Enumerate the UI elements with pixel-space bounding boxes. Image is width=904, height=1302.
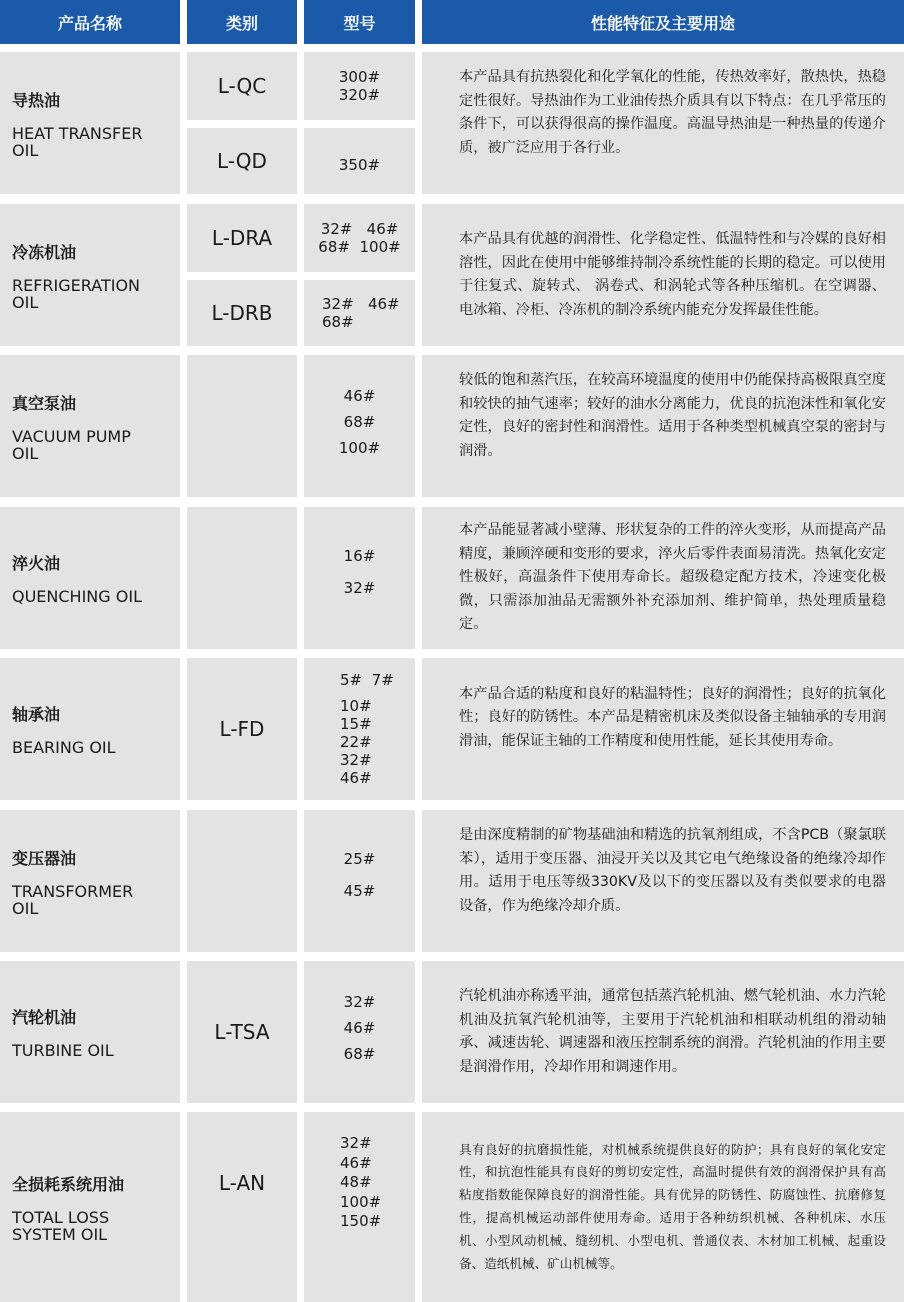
product-name-cn: 变压器油 [12, 848, 77, 868]
category-cell [187, 810, 297, 952]
header-description: 性能特征及主要用途 [422, 0, 904, 44]
category-cell: L-DRB [187, 280, 297, 346]
product-name-en: TRANSFORMER OIL [12, 881, 134, 918]
product-name-cn: 真空泵油 [12, 393, 77, 413]
product-name-en: HEAT TRANSFER OIL [12, 123, 143, 160]
model-item: 320# [338, 86, 381, 104]
product-name-cn: 全损耗系统用油 [12, 1174, 125, 1194]
model-cell [304, 961, 415, 1103]
model-item: 45# [343, 882, 376, 900]
model-item: 350# [338, 156, 381, 174]
model-item: 32# [343, 993, 376, 1011]
category-cell: L-QD [187, 128, 297, 194]
model-cell [304, 355, 415, 497]
model-item: 150# [340, 1212, 382, 1231]
category-cell: L-AN [187, 1112, 297, 1302]
product-name-en: REFRIGERATION OIL [12, 275, 140, 312]
description-cell: 是由深度精制的矿物基础油和精选的抗氧剂组成，不含PCB（聚氯联苯），适用于变压器、油浸开关以及其它电气绝缘设备的绝缘冷却作用。适用于电压等级330KV及以下的变压器以及有类似要求的电器设备，作为绝缘冷却介质。 [422, 810, 904, 952]
model-item: 46# [343, 387, 376, 405]
model-item: 15# [340, 715, 372, 733]
product-name-en: BEARING OIL [12, 738, 116, 757]
model-cell [304, 204, 415, 272]
header-model: 型号 [304, 0, 415, 44]
model-cell [304, 507, 415, 649]
model-item: 46# [340, 769, 372, 787]
product-name-cn: 淬火油 [12, 554, 61, 573]
product-name-cell [0, 204, 180, 346]
model-item: 32# [340, 751, 372, 769]
model-item: 46# [340, 1153, 372, 1172]
product-name-cn: 冷冻机油 [12, 242, 77, 262]
model-item: 100# [340, 1192, 382, 1211]
product-name-cell [0, 810, 180, 952]
category-cell [187, 507, 297, 649]
product-name-en: TURBINE OIL [12, 1041, 114, 1060]
product-name-cell [0, 1112, 180, 1302]
product-name-en: TOTAL LOSS SYSTEM OIL [12, 1207, 110, 1244]
model-item: 16# [343, 547, 376, 565]
model-item: 68# 100# [318, 238, 401, 256]
description-cell: 本产品能显著减小壁薄、形状复杂的工件的淬火变形，从而提高产品精度，兼顾淬硬和变形的要求，淬火后零件表面易清洗。热氧化安定性极好，高温条件下使用寿命长。超级稳定配方技术，冷速变化极微，只需添加油品无需额外补充添加剂、维护简单，热处理质量稳定。 [422, 507, 904, 649]
model-cell [304, 1112, 415, 1302]
description-cell: 本产品合适的粘度和良好的粘温特性；良好的润滑性；良好的抗氧化性；良好的防锈性。本产品是精密机床及类似设备主轴轴承的专用润滑油，能保证主轴的工作精度和使用性能，延长其使用寿命。 [422, 658, 904, 800]
model-item: 300# [338, 68, 381, 86]
model-item: 22# [340, 733, 372, 751]
model-item: 32# 46# [320, 220, 399, 238]
description-cell: 较低的饱和蒸汽压，在较高环境温度的使用中仍能保持高极限真空度和较快的抽气速率；较好的油水分离能力，优良的抗泡沫性和氧化安定性，良好的密封性和润滑性。适用于各种类型机械真空泵的密封与润滑。 [422, 355, 904, 497]
product-name-cn: 轴承油 [12, 705, 61, 724]
product-name-cell [0, 355, 180, 497]
model-item: 68# [343, 413, 376, 431]
model-item: 100# [338, 439, 381, 457]
product-name-en: QUENCHING OIL [12, 587, 142, 606]
model-item: 32# [343, 579, 376, 597]
model-cell [304, 128, 415, 194]
product-name-cell [0, 961, 180, 1103]
product-name-cn: 导热油 [12, 90, 61, 110]
model-cell [304, 280, 415, 346]
category-cell: L-DRA [187, 204, 297, 272]
model-item: 46# [343, 1019, 376, 1037]
model-cell [304, 658, 415, 800]
product-name-cell [0, 52, 180, 194]
model-cell [304, 810, 415, 952]
model-item: 32# [340, 1134, 372, 1153]
header-product-name: 产品名称 [0, 0, 180, 44]
header-category: 类别 [187, 0, 297, 44]
model-item: 68# [322, 313, 354, 331]
model-cell [304, 52, 415, 120]
description-cell: 本产品具有抗热裂化和化学氧化的性能，传热效率好，散热快，热稳定性很好。导热油作为工业油传热介质具有以下特点：在几乎常压的条件下，可以获得很高的操作温度。高温导热油是一种热量的传递介质，被广泛应用于各行业。 [422, 52, 904, 194]
product-name-cell [0, 507, 180, 649]
model-item: 5# 7# [340, 671, 394, 689]
description-cell: 具有良好的抗磨损性能，对机械系统提供良好的防护；具有良好的氧化安定性，和抗泡性能具有良好的剪切安定性，高温时提供有效的润滑保护具有高粘度指数能保障良好的润滑性能。具有优异的防锈性、防腐蚀性、抗磨修复性，提高机械运动部件使用寿命。适用于各种纺织机械、各种机床、水压机、小型风动机械、缝纫机、小型电机、普通仪表、木材加工机械、起重设备、造纸机械、矿山机械等。 [422, 1112, 904, 1302]
product-name-en: VACUUM PUMP OIL [12, 426, 131, 463]
product-name-cell [0, 658, 180, 800]
description-cell: 汽轮机油亦称透平油，通常包括蒸汽轮机油、燃气轮机油、水力汽轮机油及抗氧汽轮机油等，主要用于汽轮机油和相联动机组的滑动轴承、减速齿轮、调速器和液压控制系统的润滑。汽轮机油的作用主要是润滑作用，冷却作用和调速作用。 [422, 961, 904, 1103]
model-item: 48# [340, 1173, 372, 1192]
category-cell: L-QC [187, 52, 297, 120]
model-item: 68# [343, 1045, 376, 1063]
description-cell: 本产品具有优越的润滑性、化学稳定性、低温特性和与冷媒的良好相溶性，因此在使用中能够维持制冷系统性能的长期的稳定。可以使用于往复式、旋转式、 涡卷式、和涡轮式等各种压缩机。在空调器、电冰箱、冷柜、冷冻机的制冷系统内能充分发挥最佳性能。 [422, 204, 904, 346]
model-item: 32# 46# [322, 295, 400, 313]
category-cell: L-FD [187, 658, 297, 800]
category-cell [187, 355, 297, 497]
category-cell: L-TSA [187, 961, 297, 1103]
model-item: 10# [340, 697, 372, 715]
model-item: 25# [343, 850, 376, 868]
product-name-cn: 汽轮机油 [12, 1008, 77, 1027]
